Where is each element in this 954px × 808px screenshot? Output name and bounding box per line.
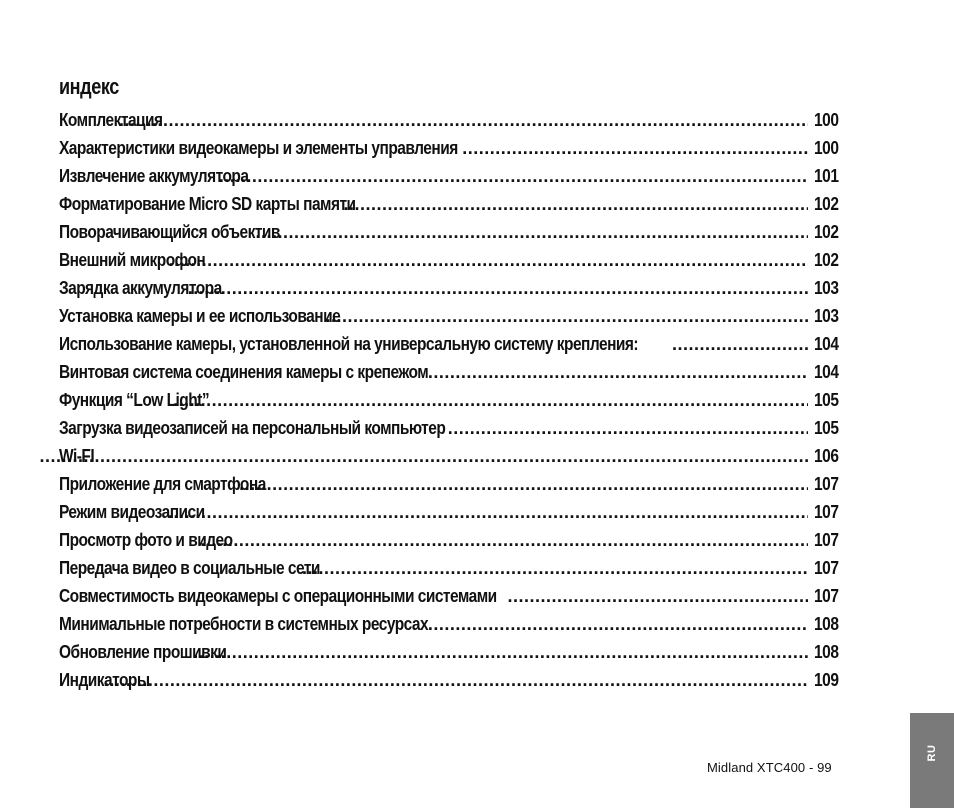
toc-entry	[59, 498, 839, 526]
toc-entry	[59, 190, 839, 218]
toc-entry	[59, 414, 839, 442]
toc-dot-leader	[343, 190, 808, 218]
toc-entry-page: 103	[814, 278, 839, 298]
toc-entry-page: 107	[814, 502, 839, 522]
toc-entry-page: 108	[814, 614, 839, 634]
toc-entry-label: Обновление прошивки	[59, 642, 227, 662]
toc-entry	[59, 610, 839, 638]
toc-entry-label: Винтовая система соединения камеры с крепежом	[59, 362, 429, 382]
toc-dot-leader	[169, 246, 809, 274]
toc-entry	[59, 246, 839, 274]
toc-entry-label: Совместимость видеокамеры с операционными системами	[59, 586, 497, 606]
toc-entry-page: 106	[814, 446, 839, 466]
toc-dot-leader	[507, 582, 808, 610]
toc-entry-label: Использование камеры, установленной на универсальную систему крепления:	[59, 334, 639, 354]
toc-dot-leader	[462, 134, 808, 162]
page-footer: Midland XTC400 - 99	[707, 760, 832, 775]
toc-entry	[59, 134, 839, 162]
toc-entry	[59, 358, 839, 386]
toc-entry-page: 100	[814, 138, 839, 158]
toc-dot-leader	[302, 554, 808, 582]
toc-entry-label: Приложение для смартфона	[59, 474, 266, 494]
toc-dot-leader	[200, 526, 808, 554]
toc-entry-label: Передача видео в социальные сети	[59, 558, 320, 578]
toc-dot-leader	[448, 414, 809, 442]
toc-entry-label: Режим видеозаписи	[59, 502, 205, 522]
page-title: индекс	[59, 73, 119, 99]
toc-entry	[59, 162, 839, 190]
toc-entry-label: Установка камеры и ее использование	[59, 306, 341, 326]
language-tab	[910, 713, 954, 808]
language-tab-label: RU	[926, 744, 938, 762]
toc-entry-label: Извлечение аккумулятора	[59, 166, 249, 186]
toc-entry	[59, 218, 839, 246]
toc-dot-leader	[219, 162, 809, 190]
toc-entry-page: 105	[814, 390, 839, 410]
toc-entry-label: Просмотр фото и видео	[59, 530, 233, 550]
toc-entry-page: 107	[814, 558, 839, 578]
toc-entry	[59, 638, 839, 666]
toc-entry-page: 102	[814, 222, 839, 242]
table-of-contents	[59, 106, 839, 694]
toc-entry-label: Индикаторы	[59, 670, 150, 690]
toc-entry-page: 105	[814, 418, 839, 438]
toc-entry-label: Характеристики видеокамеры и элементы управления	[59, 138, 458, 158]
toc-entry-page: 104	[814, 334, 839, 354]
toc-dot-leader	[428, 610, 809, 638]
toc-entry	[59, 386, 839, 414]
toc-dot-leader	[119, 106, 808, 134]
toc-entry-label: Комплектация	[59, 110, 163, 130]
toc-entry	[59, 470, 839, 498]
toc-dot-leader	[672, 330, 809, 358]
toc-dot-leader	[239, 470, 808, 498]
toc-entry	[59, 106, 839, 134]
toc-entry	[59, 330, 839, 358]
toc-entry	[59, 302, 839, 330]
toc-entry-label: Функция “Low Light”	[59, 390, 210, 410]
toc-entry-page: 100	[814, 110, 839, 130]
toc-entry	[59, 442, 839, 470]
toc-dot-leader	[326, 302, 809, 330]
toc-entry-label: Форматирование Micro SD карты памяти	[59, 194, 356, 214]
toc-entry	[59, 274, 839, 302]
toc-entry-page: 107	[814, 474, 839, 494]
toc-entry-page: 102	[814, 250, 839, 270]
toc-entry-label: Минимальные потребности в системных ресурсах	[59, 614, 429, 634]
toc-entry-page: 104	[814, 362, 839, 382]
toc-dot-leader	[39, 442, 808, 470]
toc-dot-leader	[193, 638, 808, 666]
toc-entry	[59, 554, 839, 582]
toc-entry-page: 109	[814, 670, 839, 690]
toc-entry-page: 102	[814, 194, 839, 214]
toc-entry-label: Wi-FI	[59, 446, 95, 466]
toc-entry-page: 107	[814, 586, 839, 606]
toc-entry-page: 107	[814, 530, 839, 550]
toc-dot-leader	[428, 358, 809, 386]
toc-entry	[59, 666, 839, 694]
toc-entry	[59, 526, 839, 554]
toc-entry-page: 101	[814, 166, 839, 186]
toc-dot-leader	[255, 218, 808, 246]
toc-dot-leader	[168, 498, 809, 526]
toc-dot-leader	[173, 386, 808, 414]
toc-dot-leader	[104, 666, 809, 694]
toc-entry-page: 108	[814, 642, 839, 662]
toc-entry-label: Поворачивающийся объектив	[59, 222, 280, 242]
toc-entry	[59, 582, 839, 610]
toc-entry-page: 103	[814, 306, 839, 326]
toc-entry-label: Зарядка аккумулятора	[59, 278, 222, 298]
toc-dot-leader	[188, 274, 809, 302]
toc-entry-label: Внешний микрофон	[59, 250, 206, 270]
toc-entry-label: Загрузка видеозаписей на персональный компьютер	[59, 418, 446, 438]
